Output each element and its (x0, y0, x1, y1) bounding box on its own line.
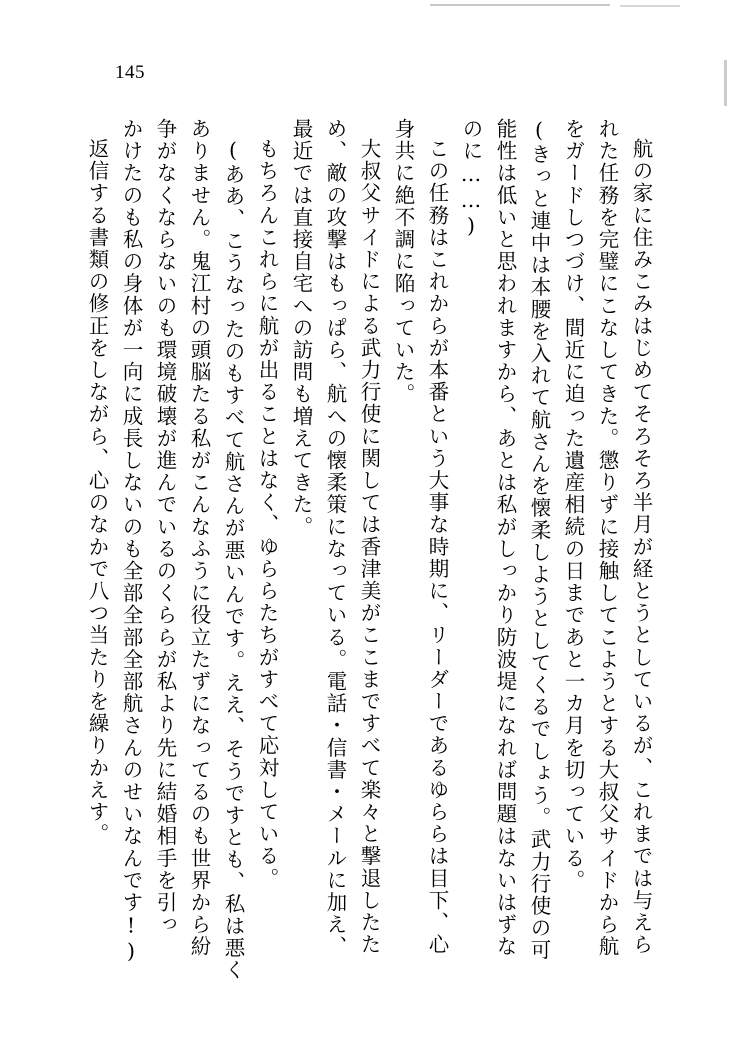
text-column: め、敵の攻撃はもっぱら、航への懐柔策になっている。電話・信書・メールに加え、 (323, 118, 347, 958)
text-column: 大叔父サイドによる武力行使に関しては香津美がここまですべて楽々と撃退したた (357, 138, 381, 956)
text-column: 返信する書類の修正をしながら、心のなかで八つ当たりを繰りかえす。 (85, 138, 109, 846)
scan-artifact-right (724, 60, 727, 106)
text-column: 航の家に住みこみはじめてそろそろ半月が経とうとしているが、これまでは与えら (629, 138, 653, 956)
body-text-vertical (78, 118, 658, 982)
text-column: かけたのも私の身体が一向に成長しないのも全部全部全部航さんのせいなんです!) (119, 118, 143, 965)
text-column: ありません。鬼江村の頭脳たる私がこんなふうに役立たずになってるのも世界から紛 (187, 118, 211, 958)
text-column: のに……) (459, 118, 483, 239)
text-column: この任務はこれからが本番という大事な時期に、リーダーであるゆららは目下、心 (425, 138, 449, 956)
text-column: 能性は低いと思われますから、あとは私がしっかり防波堤になれば問題はないはずな (493, 118, 517, 958)
text-column: もちろんこれらに航が出ることはなく、ゆららたちがすべて応対している。 (255, 138, 279, 890)
scan-artifact-top-left (430, 4, 610, 6)
text-column: 身共に絶不調に陥っていた。 (391, 118, 415, 406)
text-column: をガードしつづけ、間近に迫った遺産相続の日まであと一カ月を切っている。 (561, 118, 585, 892)
page-number: 145 (115, 62, 145, 83)
text-column: れた任務を完璧にこなしてきた。懲りずに接触してこようとする大叔父サイドから航 (595, 118, 619, 958)
text-column: 争がなくならないのも環境破壊が進んでいるのくららが私より先に結婚相手を引っ (153, 118, 177, 936)
text-column: (ああ、こうなったのもすべて航さんが悪いんです。ええ、そうですとも、私は悪く (221, 138, 245, 982)
text-column: 最近では直接自宅への訪問も増えてきた。 (289, 118, 313, 538)
text-column: (きっと連中は本腰を入れて航さんを懐柔しようとしてくるでしょう。武力行使の可 (527, 118, 551, 962)
scan-artifact-top-right (620, 5, 680, 7)
